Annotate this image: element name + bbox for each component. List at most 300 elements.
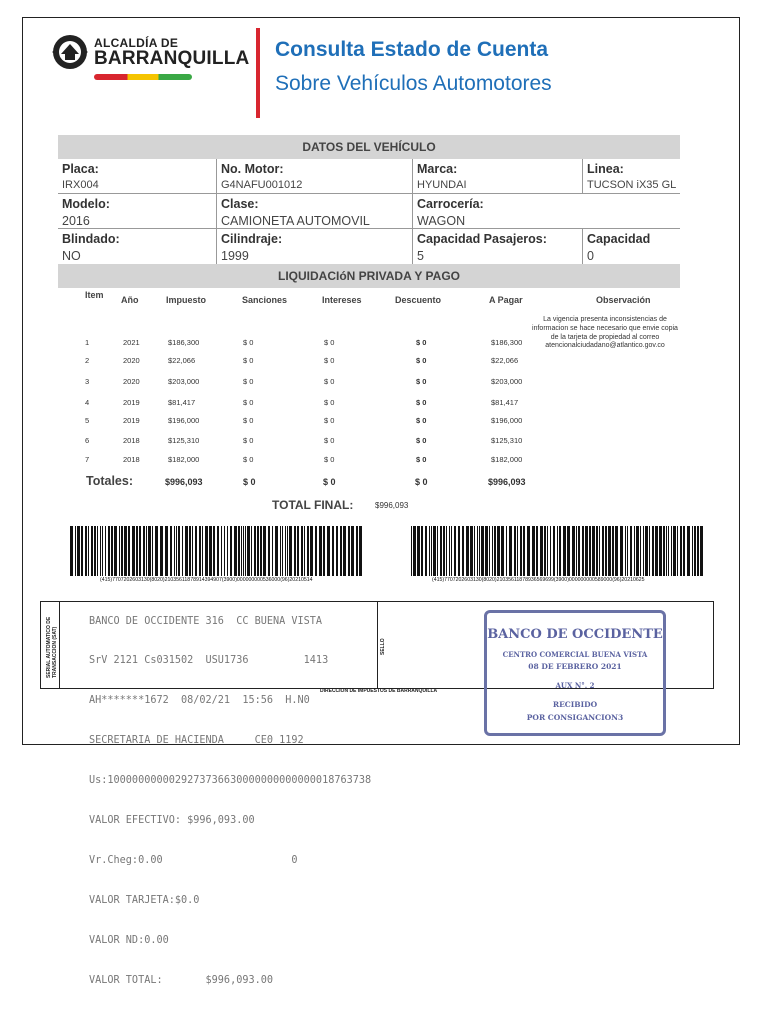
row-anio: 2018	[123, 455, 140, 464]
row-anio: 2018	[123, 436, 140, 445]
barcode-bar	[351, 526, 354, 576]
bank-stamp	[484, 610, 666, 736]
alcaldia-logo	[50, 28, 250, 100]
header-impuesto: Impuesto	[166, 295, 207, 305]
barcode-bar	[319, 526, 322, 576]
stamp-branch: CENTRO COMERCIAL BUENA VISTA	[502, 650, 648, 659]
barcode-bar	[213, 526, 215, 576]
barcode-bar	[209, 526, 212, 576]
barcode-bar	[645, 526, 648, 576]
barcode-bar	[517, 526, 518, 576]
barcode-bar	[547, 526, 548, 576]
barcode-bar	[470, 526, 473, 576]
barcode-bar	[506, 526, 507, 576]
barcode-bar	[462, 526, 464, 576]
barcode-bar	[251, 526, 252, 576]
bank-line: BANCO DE OCCIDENTE 316 CC BUENA VISTA	[89, 615, 323, 627]
barcode-bar	[605, 526, 607, 576]
barcode-bar	[139, 526, 141, 576]
barcode-bar	[155, 526, 158, 576]
bank-line: Us:1000000000029273736630000000000000018763738	[89, 775, 372, 787]
barcode-bar	[146, 526, 147, 576]
barcode-bar	[612, 526, 614, 576]
linea-value: TUCSON iX35 GL	[587, 179, 677, 191]
row-sanciones: $ 0	[243, 377, 254, 386]
stamp-concept: POR CONSIGANCION3	[526, 713, 624, 722]
row-impuesto: $125,310	[168, 436, 200, 445]
stamp-bank: BANCO DE OCCIDENTE	[487, 627, 663, 642]
barcode-bar	[585, 526, 588, 576]
barcode-bar	[70, 526, 73, 576]
total-a-pagar: $996,093	[488, 477, 526, 487]
barcode-bar	[454, 526, 456, 576]
liquidation-section-title: LIQUIDACIóN PRIVADA Y PAGO	[58, 264, 680, 288]
barcode-bar	[520, 526, 522, 576]
barcode-bar	[327, 526, 330, 576]
barcode-bar	[433, 526, 436, 576]
row-descuento: $ 0	[416, 455, 427, 464]
barcode-bar	[315, 526, 317, 576]
total-sanciones: $ 0	[243, 477, 256, 487]
barcode-bar	[413, 526, 416, 576]
stamp-date: 08 DE FEBRERO 2021	[528, 662, 622, 671]
bank-line: VALOR TOTAL: $996,093.00	[89, 974, 274, 986]
row-a-pagar: $125,310	[491, 436, 523, 445]
row-item: 3	[85, 377, 90, 386]
barcode-bar	[615, 526, 618, 576]
row-impuesto: $81,417	[168, 398, 196, 407]
logo-color-stripe	[94, 74, 192, 80]
barcode-bar	[294, 526, 296, 576]
barcode-bar	[254, 526, 256, 576]
barcode-bar	[485, 526, 488, 576]
barcode-bar	[514, 526, 516, 576]
row-descuento: $ 0	[416, 416, 427, 425]
barcode-bar	[307, 526, 309, 576]
barcode-bar	[694, 526, 696, 576]
barcode-bar	[429, 526, 430, 576]
barcode-bar	[446, 526, 447, 576]
barcode-bar	[105, 526, 106, 576]
barcode-bar	[243, 526, 244, 576]
vehicle-row-3	[58, 229, 680, 264]
barcode-1	[70, 526, 364, 576]
barcode-bar	[509, 526, 512, 576]
row-sanciones: $ 0	[243, 356, 254, 365]
row-a-pagar: $186,300	[491, 338, 523, 347]
row-item: 5	[85, 416, 90, 425]
barcode-bar	[523, 526, 525, 576]
barcode-bar	[567, 526, 570, 576]
barcode-bar	[697, 526, 699, 576]
barcode-bar	[578, 526, 580, 576]
barcode-bar	[589, 526, 591, 576]
pasajeros-cell	[412, 229, 582, 264]
header-anio: Año	[121, 295, 139, 305]
total-final-value: $996,093	[375, 501, 409, 510]
row-anio: 2019	[123, 416, 140, 425]
sat-label: SERIAL AUTOMATICO DE TRANSACCION (SAT)	[46, 616, 58, 678]
barcode-bar	[245, 526, 246, 576]
totals-label: Totales:	[86, 474, 133, 488]
bank-line: SrV 2121 Cs031502 USU1736 1413	[89, 655, 329, 667]
barcode-bar	[437, 526, 438, 576]
barcode-bar	[336, 526, 338, 576]
row-intereses: $ 0	[324, 398, 335, 407]
row-item: 6	[85, 436, 90, 445]
barcode-bar	[449, 526, 450, 576]
row-impuesto: $186,300	[168, 338, 200, 347]
barcode-bar	[165, 526, 168, 576]
barcode-bar	[477, 526, 478, 576]
row-anio: 2021	[123, 338, 140, 347]
barcode-bar	[582, 526, 584, 576]
barcode-bar	[620, 526, 623, 576]
receipt-divider-left	[59, 602, 60, 688]
barcode-bar	[170, 526, 172, 576]
row-impuesto: $196,000	[168, 416, 200, 425]
barcode-bar	[348, 526, 350, 576]
total-final-label: TOTAL FINAL:	[272, 498, 354, 512]
row-item: 1	[85, 338, 90, 347]
barcode-bar	[687, 526, 690, 576]
barcode-1-text: (415)7707202603130(8020)21035611878914394907(3900)000000000536000(96)20210514	[100, 577, 313, 583]
barcode-bar	[671, 526, 672, 576]
cilindraje-cell	[216, 229, 412, 264]
vehicle-section-title: DATOS DEL VEHÍCULO	[58, 135, 680, 159]
page-subtitle: Sobre Vehículos Automotores	[275, 72, 552, 95]
barcode-bar	[692, 526, 693, 576]
barcode-bar	[443, 526, 445, 576]
marca-label: Marca:	[417, 162, 458, 176]
barcode-bar	[494, 526, 496, 576]
row-impuesto: $203,000	[168, 377, 200, 386]
header-intereses: Intereses	[322, 295, 362, 305]
vehicle-row-1	[58, 159, 680, 194]
clase-cell	[216, 194, 412, 229]
barcode-bar	[700, 526, 703, 576]
row-a-pagar: $182,000	[491, 455, 523, 464]
row-intereses: $ 0	[324, 436, 335, 445]
barcode-bar	[625, 526, 626, 576]
row-impuesto: $182,000	[168, 455, 200, 464]
motor-cell	[216, 159, 412, 194]
barcode-2-text: (415)7707202603130(8020)21035611878936569699(3900)000000000589000(96)20210625	[432, 577, 645, 583]
barcode-bar	[481, 526, 484, 576]
barcode-bar	[359, 526, 362, 576]
barcode-bar	[280, 526, 281, 576]
barcode-bar	[666, 526, 667, 576]
row-anio: 2020	[123, 377, 140, 386]
header-observacion: Observación	[596, 295, 651, 305]
barcode-bar	[673, 526, 676, 576]
barcode-bar	[111, 526, 113, 576]
barcode-bar	[238, 526, 240, 576]
barcode-bar	[527, 526, 530, 576]
barcode-bar	[649, 526, 650, 576]
barcode-bar	[668, 526, 669, 576]
barcode-bar	[557, 526, 558, 576]
barcode-bar	[451, 526, 452, 576]
barcode-bar	[553, 526, 555, 576]
barcode-bar	[136, 526, 138, 576]
row-descuento: $ 0	[416, 356, 427, 365]
barcode-bar	[652, 526, 654, 576]
barcode-bar	[91, 526, 93, 576]
placa-value: IRX004	[62, 179, 99, 191]
bank-line: AH*******1672 08/02/21 15:56 H.N0	[89, 695, 310, 707]
barcode-bar	[640, 526, 641, 576]
row-a-pagar: $203,000	[491, 377, 523, 386]
row-sanciones: $ 0	[243, 338, 254, 347]
barcode-bar	[474, 526, 475, 576]
carroceria-value: WAGON	[417, 214, 466, 228]
barcode-bar	[340, 526, 342, 576]
barcode-bar	[217, 526, 219, 576]
marca-cell	[412, 159, 582, 194]
barcode-bar	[85, 526, 87, 576]
header-sanciones: Sanciones	[242, 295, 288, 305]
barcode-bar	[81, 526, 83, 576]
header-a-pagar: A Pagar	[489, 295, 523, 305]
row-descuento: $ 0	[416, 398, 427, 407]
barcode-bar	[128, 526, 130, 576]
barcode-bar	[636, 526, 639, 576]
total-intereses: $ 0	[323, 477, 336, 487]
capacidad-value: 0	[587, 249, 594, 263]
row-intereses: $ 0	[324, 356, 335, 365]
barcode-2	[411, 526, 705, 576]
modelo-label: Modelo:	[62, 197, 110, 211]
row-anio: 2020	[123, 356, 140, 365]
barcode-bar	[143, 526, 145, 576]
barcode-bar	[75, 526, 76, 576]
barcode-bar	[132, 526, 135, 576]
blindado-label: Blindado:	[62, 232, 120, 246]
barcode-bar	[356, 526, 358, 576]
barcode-bar	[185, 526, 188, 576]
barcode-bar	[221, 526, 222, 576]
barcode-bar	[479, 526, 480, 576]
barcode-bar	[634, 526, 635, 576]
barcode-bar	[532, 526, 535, 576]
barcode-bar	[102, 526, 103, 576]
barcode-bar	[544, 526, 546, 576]
barcode-bar	[411, 526, 412, 576]
barcode-bar	[289, 526, 292, 576]
bank-validation-print	[89, 588, 371, 1000]
row-a-pagar: $196,000	[491, 416, 523, 425]
linea-label: Linea:	[587, 162, 624, 176]
barcode-bar	[417, 526, 420, 576]
marca-value: HYUNDAI	[417, 179, 467, 191]
barcode-bar	[224, 526, 225, 576]
barcode-bar	[189, 526, 191, 576]
barcode-bar	[108, 526, 110, 576]
carroceria-cell	[412, 194, 680, 229]
barcode-bar	[94, 526, 96, 576]
barcode-bar	[492, 526, 493, 576]
barcode-bar	[272, 526, 273, 576]
barcode-bar	[592, 526, 595, 576]
barcode-bar	[160, 526, 163, 576]
barcode-bar	[227, 526, 228, 576]
barcode-bar	[257, 526, 259, 576]
row-anio: 2019	[123, 398, 140, 407]
barcode-bar	[663, 526, 665, 576]
barcode-bar	[247, 526, 250, 576]
observation-text: La vigencia presenta inconsistencias de informacion se hace necesario que envie copia de la tarjeta de propiedad al correo atencionalciudadano@atlantico.gov.co	[532, 316, 678, 350]
barcode-bar	[182, 526, 183, 576]
row-intereses: $ 0	[324, 338, 335, 347]
barcode-bar	[343, 526, 346, 576]
row-descuento: $ 0	[416, 436, 427, 445]
barcode-bar	[599, 526, 600, 576]
barcode-bar	[230, 526, 232, 576]
barcode-bar	[627, 526, 628, 576]
receipt-divider-center	[377, 602, 378, 688]
header-descuento: Descuento	[395, 295, 442, 305]
row-sanciones: $ 0	[243, 455, 254, 464]
header-divider	[256, 28, 260, 118]
pasajeros-label: Capacidad Pasajeros:	[417, 232, 547, 246]
total-impuesto: $996,093	[165, 477, 203, 487]
barcode-bar	[563, 526, 566, 576]
blindado-value: NO	[62, 249, 81, 263]
bank-line: Vr.Cheg:0.00 0	[89, 854, 298, 866]
barcode-bar	[285, 526, 286, 576]
barcode-bar	[576, 526, 577, 576]
barcode-bar	[100, 526, 101, 576]
barcode-bar	[559, 526, 561, 576]
bank-line: VALOR TARJETA:$0.0	[89, 894, 200, 906]
row-impuesto: $22,066	[168, 356, 196, 365]
sello-label: SELLO	[380, 638, 386, 655]
barcode-bar	[643, 526, 644, 576]
barcode-bar	[297, 526, 299, 576]
barcode-bar	[97, 526, 98, 576]
barcode-bar	[572, 526, 575, 576]
barcode-bar	[680, 526, 682, 576]
barcode-bar	[152, 526, 153, 576]
barcode-bar	[195, 526, 197, 576]
placa-label: Placa:	[62, 162, 99, 176]
barcode-bar	[202, 526, 203, 576]
row-item: 4	[85, 398, 90, 407]
barcode-bar	[199, 526, 201, 576]
barcode-bar	[489, 526, 490, 576]
barcode-bar	[655, 526, 658, 576]
barcode-bar	[304, 526, 305, 576]
barcode-bar	[174, 526, 175, 576]
row-sanciones: $ 0	[243, 398, 254, 407]
cilindraje-label: Cilindraje:	[221, 232, 283, 246]
stamp-aux: AUX N°. 2	[555, 681, 595, 690]
vehicle-data-table	[58, 159, 680, 264]
barcode-bar	[421, 526, 423, 576]
barcode-bar	[501, 526, 504, 576]
barcode-bar	[178, 526, 180, 576]
barcode-bar	[440, 526, 442, 576]
barcode-bar	[124, 526, 127, 576]
row-descuento: $ 0	[416, 377, 427, 386]
barcode-bar	[683, 526, 685, 576]
motor-label: No. Motor:	[221, 162, 284, 176]
motor-value: G4NAFU001012	[221, 179, 303, 191]
bank-line: VALOR ND:0.00	[89, 934, 169, 946]
modelo-cell	[58, 194, 216, 229]
barcode-bar	[540, 526, 543, 576]
row-descuento: $ 0	[416, 338, 427, 347]
logo-line1: ALCALDÍA DE	[94, 36, 179, 50]
bank-line: SECRETARIA DE HACIENDA CE0 1192	[89, 735, 304, 747]
barcode-bar	[263, 526, 266, 576]
stamp-received: RECIBIDO	[552, 700, 598, 709]
barcode-bar	[602, 526, 604, 576]
barcode-bar	[332, 526, 334, 576]
logo-line2: BARRANQUILLA	[94, 48, 250, 69]
row-a-pagar: $22,066	[491, 356, 519, 365]
barcode-bar	[287, 526, 288, 576]
barcode-bar	[275, 526, 278, 576]
barcode-bar	[121, 526, 123, 576]
capacidad-cell	[582, 229, 680, 264]
barcode-bar	[458, 526, 460, 576]
barcode-bar	[234, 526, 237, 576]
barcode-bar	[119, 526, 120, 576]
row-item: 7	[85, 455, 90, 464]
bank-line: VALOR EFECTIVO: $996,093.00	[89, 815, 255, 827]
pasajeros-value: 5	[417, 249, 424, 263]
row-intereses: $ 0	[324, 416, 335, 425]
row-a-pagar: $81,417	[491, 398, 519, 407]
barcode-bar	[192, 526, 193, 576]
barcode-bar	[301, 526, 303, 576]
vehicle-row-2	[58, 194, 680, 229]
blindado-cell	[58, 229, 216, 264]
barcode-bar	[466, 526, 469, 576]
clase-value: CAMIONETA AUTOMOVIL	[221, 214, 370, 228]
barcode-bar	[310, 526, 313, 576]
direccion-label: DIRECCION DE IMPUESTOS DE BARRANQUILLA	[320, 688, 438, 694]
barcode-bar	[241, 526, 242, 576]
barcode-bar	[77, 526, 80, 576]
barcode-bar	[659, 526, 662, 576]
barcode-bar	[550, 526, 551, 576]
row-sanciones: $ 0	[243, 416, 254, 425]
barcode-bar	[268, 526, 270, 576]
barcode-bar	[431, 526, 432, 576]
modelo-value: 2016	[62, 214, 90, 228]
barcode-bar	[536, 526, 538, 576]
clase-label: Clase:	[221, 197, 259, 211]
page-title: Consulta Estado de Cuenta	[275, 38, 549, 61]
cilindraje-value: 1999	[221, 249, 249, 263]
carroceria-label: Carrocería:	[417, 197, 484, 211]
barcode-bar	[630, 526, 632, 576]
barcode-bar	[323, 526, 325, 576]
coat-of-arms-icon	[50, 32, 90, 72]
total-descuento: $ 0	[415, 477, 428, 487]
barcode-bar	[148, 526, 151, 576]
barcode-bar	[596, 526, 598, 576]
row-intereses: $ 0	[324, 377, 335, 386]
barcode-bar	[425, 526, 427, 576]
barcode-bar	[176, 526, 177, 576]
barcode-bar	[260, 526, 262, 576]
barcode-bar	[282, 526, 283, 576]
barcode-bar	[114, 526, 117, 576]
